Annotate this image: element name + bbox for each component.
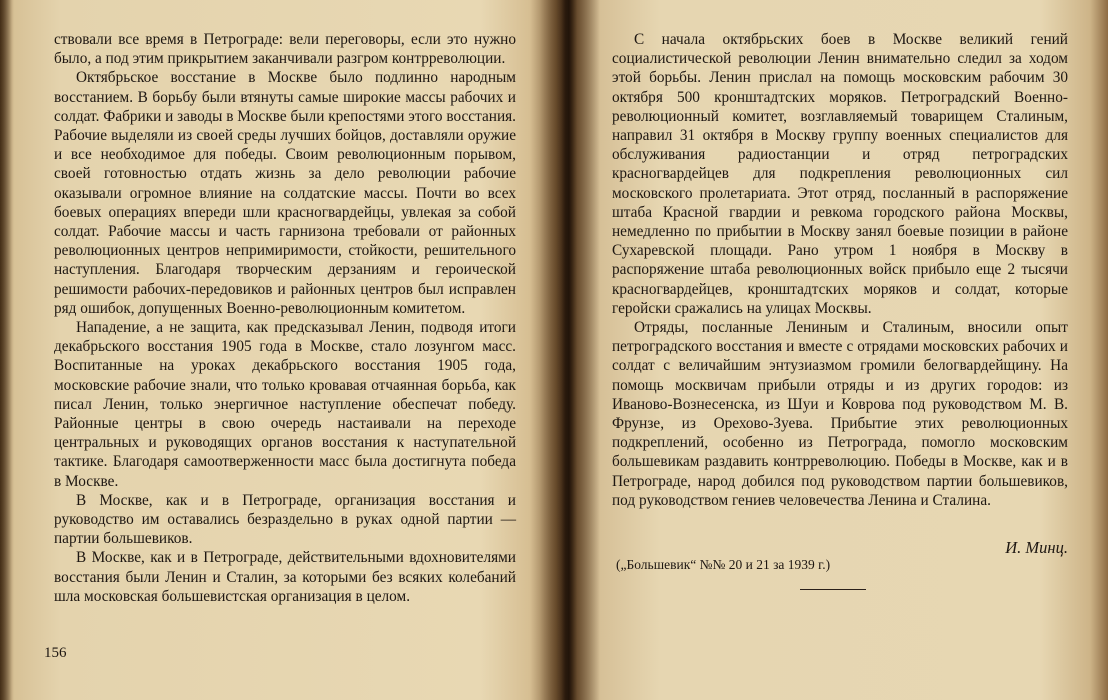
paragraph: Нападение, а не защита, как предсказывал Ленин, подводя итоги декабрьского восстания 1905 года в Москве, стало лозунгом масс. Воспитанные на уроках декабрьского восстания 1905 года, московские рабочие знали, что только кровавая отчаянная борьба, как писал Ленин, только энергичное наступление обеспечат победу. Районные центры в свою очередь настаивали на переходе центральных и руководящих органов восстания к наступательной тактике. Благодаря самоотверженности масс была достигнута победа в Москве. (54, 319, 516, 490)
end-divider (800, 589, 866, 590)
page-number: 156 (44, 645, 67, 661)
paragraph: В Москве, как и в Петрограде, организация восстания и руководство им оставались безраздельно в руках одной партии — партии большевиков. (54, 491, 516, 548)
paragraph: ствовали все время в Петрограде: вели переговоры, если это нужно было, а под этим прикрытием заканчивали разгром контрреволюции. (54, 31, 516, 68)
paragraph: Октябрьское восстание в Москве было подлинно народным восстанием. В борьбу были втянуты самые широкие массы рабочих и солдат. Фабрики и заводы в Москве были крепостями этого восстания. Рабочие выделяли из своей среды лучших бойцов, доставляли оружие и все необходимое для победы. Своим революционным порывом, своей готовностью отдать жизнь за дело революции рабочие оказывали огромное влияние на солдатские массы. Почти во всех боевых операциях впереди шли красногвардейцы, увлекая за собой солдат. Рабочие массы и часть гарнизона требовали от районных революционных центров непримиримости, стойкости, решительного наступления. Благодаря творческим дерзаниям и героической решимости рабочих-передовиков и районных центров был исправлен ряд ошибок, допущенных Военно-революционным комитетом. (54, 69, 516, 317)
left-page-text (54, 30, 516, 606)
paragraph: Отряды, посланные Лениным и Сталиным, вносили опыт петроградского восстания и вместе с отрядами московских рабочих и солдат с величайшим энтузиазмом громили белогвардейщину. На помощь москвичам прибыли отряды и из других городов: из Иваново-Вознесенска, из Шуи и Коврова под руководством М. В. Фрунзе, из Орехово-Зуева. Прибытие этих революционных подкреплений, особенно из Петрограда, помогло московским большевикам раздавить контрреволюцию. Победы в Москве, как и в Петрограде, народ добился под руководством партии большевиков, под руководством гениев человечества Ленина и Сталина. (612, 319, 1068, 509)
author-signature: И. Минц. (1005, 538, 1068, 557)
paragraph: В Москве, как и в Петрограде, действительными вдохновителями восстания были Ленин и Сталин, за которыми без всяких колебаний шла московская большевистская организация в целом. (54, 549, 516, 605)
page-edge-shadow (0, 0, 12, 700)
right-page-text (612, 30, 1068, 510)
book-gutter (540, 0, 600, 700)
paragraph: С начала октябрьских боев в Москве великий гений социалистической революции Ленин внимательно следил за ходом этой борьбы. Ленин прислал на помощь московским рабочим 30 октября 500 кронштадтских моряков. Петроградский Военно-революционный комитет, возглавляемый товарищем Сталиным, направил 31 октября в Москву группу военных специалистов для обслуживания радиостанции и отряд петроградских красногвардейцев для подкрепления революционных сил московского пролетариата. Этот отряд, посланный в распоряжение штаба Красной гвардии и ревкома городского района Москвы, немедленно по прибытии в Москву занял боевые позиции в районе Сухаревской площади. Рано утром 1 ноября в Москву в распоряжение штаба революционных войск прибыло еще 2 тысячи красногвардейцев, кронштадтских моряков и солдат, которые геройски сражались на улицах Москвы. (612, 31, 1068, 317)
source-citation: („Большевик“ №№ 20 и 21 за 1939 г.) (616, 557, 831, 572)
